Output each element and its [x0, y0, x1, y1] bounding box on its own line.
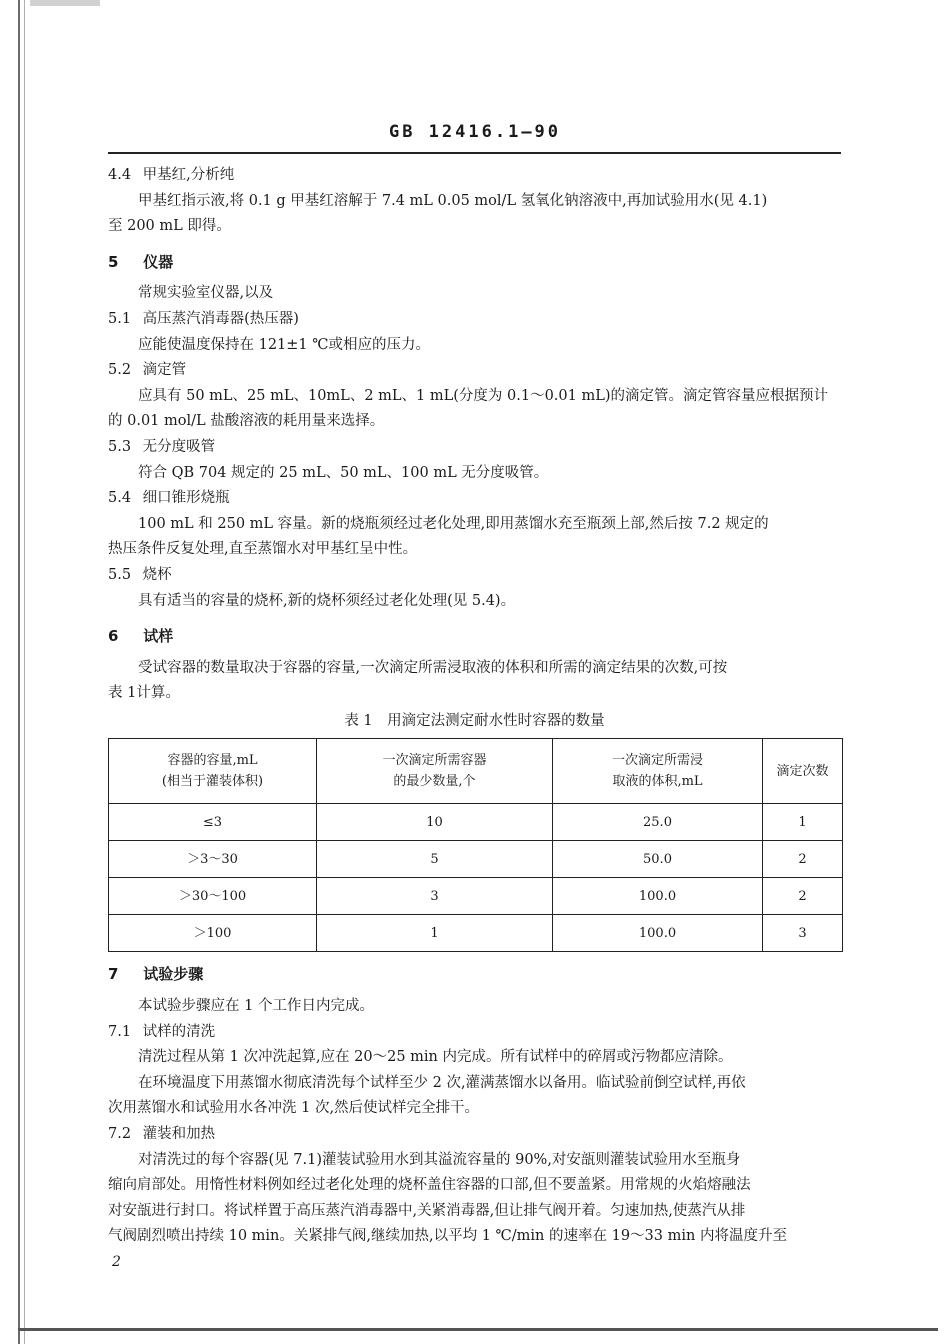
- paragraph-line: 对安瓿进行封口。将试样置于高压蒸汽消毒器中,关紧消毒器,但让排气阀开着。匀速加热,使蒸汽从排: [108, 1202, 746, 1219]
- section-title: 烧杯: [142, 566, 172, 583]
- table-row: [109, 841, 843, 878]
- table-caption: 表 1 用滴定法测定耐水性时容器的数量: [344, 712, 605, 729]
- header-capacity: [109, 739, 317, 804]
- paragraph-line: 缩向肩部处。用惰性材料例如经过老化处理的烧杯盖住容器的口部,但不要盖紧。用常规的火焰熔融法: [108, 1177, 751, 1194]
- container-quantity-table: [108, 738, 843, 952]
- table-row: [109, 878, 843, 915]
- section-title: 滴定管: [142, 362, 187, 379]
- table-cell: 100.0: [553, 915, 763, 952]
- section-5-2-heading: [108, 358, 841, 384]
- table-cell: ≤3: [109, 804, 317, 841]
- section-title: 高压蒸汽消毒器(热压器): [142, 310, 299, 327]
- section-4-4-heading: [108, 163, 841, 189]
- paragraph-line: 气阀剧烈喷出持续 10 min。关紧排气阀,继续加热,以平均 1 ℃/min 的速率在 19～33 min 内将温度升至: [108, 1228, 787, 1245]
- section-title: 试验步骤: [143, 965, 204, 984]
- page-number: 2: [112, 1254, 121, 1270]
- paragraph-line: 在环境温度下用蒸馏水彻底清洗每个试样至少 2 次,灌满蒸馏水以备用。临试验前倒空试样,再依: [138, 1074, 746, 1091]
- paragraph-line: 常规实验室仪器,以及: [138, 285, 274, 302]
- table-cell: 1: [317, 915, 553, 952]
- section-5-1-heading: [108, 307, 841, 333]
- paragraph-line: 应能使温度保持在 121±1 ℃或相应的压力。: [138, 336, 430, 353]
- table-header-row: [109, 739, 843, 804]
- section-number: 7.2: [108, 1126, 132, 1143]
- header-text: (相当于灌装体积): [161, 774, 264, 790]
- section-number: 5.1: [108, 310, 132, 327]
- header-rule: [108, 152, 841, 154]
- header-titrations: [763, 739, 843, 804]
- header-text: 一次滴定所需浸: [611, 753, 703, 769]
- header-text: 容器的容量,mL: [167, 753, 258, 769]
- table-cell: 3: [763, 915, 843, 952]
- header-text: 的最少数量,个: [393, 774, 476, 790]
- section-5-5-heading: [108, 563, 841, 589]
- section-title: 灌装和加热: [142, 1126, 216, 1143]
- table-cell: 10: [317, 804, 553, 841]
- table-cell: 5: [317, 841, 553, 878]
- scan-edge-left-inner: [24, 0, 25, 1344]
- section-title: 仪器: [143, 252, 174, 271]
- section-5-heading: [108, 250, 841, 276]
- section-7-1-heading: [108, 1020, 841, 1046]
- paragraph-line: 甲基红指示液,将 0.1 g 甲基红溶解于 7.4 mL 0.05 mol/L 氢氧化钠溶液中,再加试验用水(见 4.1): [138, 192, 768, 209]
- header-min-count: [317, 739, 553, 804]
- table-cell: 100.0: [553, 878, 763, 915]
- header-text: 一次滴定所需容器: [382, 753, 487, 769]
- section-5-3-heading: [108, 435, 841, 461]
- paragraph-line: 对清洗过的每个容器(见 7.1)灌装试验用水到其溢流容量的 90%,对安瓿则灌装试验用水至瓶身: [138, 1151, 741, 1168]
- paragraph-line: 的 0.01 mol/L 盐酸溶液的耗用量来选择。: [108, 413, 385, 430]
- scan-edge-left: [18, 0, 20, 1344]
- section-number: 5.4: [108, 490, 132, 507]
- paragraph-line: 100 mL 和 250 mL 容量。新的烧瓶须经过老化处理,即用蒸馏水充至瓶颈上部,然后按 7.2 规定的: [138, 515, 769, 532]
- scan-mark-top: [30, 0, 100, 6]
- paragraph-line: 本试验步骤应在 1 个工作日内完成。: [138, 998, 374, 1015]
- paragraph-line: 至 200 mL 即得。: [108, 218, 231, 235]
- section-number: 5.5: [108, 566, 132, 583]
- table-cell: 2: [763, 878, 843, 915]
- section-title: 试样的清洗: [142, 1023, 216, 1040]
- header-text: 取液的体积,mL: [612, 774, 703, 790]
- table-cell: 25.0: [553, 804, 763, 841]
- section-number: 6: [108, 627, 119, 646]
- table-cell: ＞30～100: [109, 878, 317, 915]
- paragraph-line: 表 1计算。: [108, 685, 180, 702]
- section-number: 7: [108, 965, 119, 984]
- paragraph-line: 次用蒸馏水和试验用水各冲洗 1 次,然后使试样完全排干。: [108, 1100, 480, 1117]
- section-number: 5: [108, 252, 119, 271]
- section-title: 甲基红,分析纯: [142, 167, 235, 183]
- section-number: 7.1: [108, 1023, 132, 1040]
- table-cell: 50.0: [553, 841, 763, 878]
- section-6-heading: [108, 624, 841, 650]
- table-cell: ＞3～30: [109, 841, 317, 878]
- paragraph-line: 符合 QB 704 规定的 25 mL、50 mL、100 mL 无分度吸管。: [138, 464, 549, 481]
- header-text: 滴定次数: [776, 763, 829, 779]
- section-7-2-heading: [108, 1122, 841, 1148]
- section-number: 4.4: [108, 167, 132, 183]
- standard-code-header: GB 12416.1—90: [388, 122, 562, 142]
- scan-edge-bottom: [18, 1328, 938, 1331]
- paragraph-line: 受试容器的数量取决于容器的容量,一次滴定所需浸取液的体积和所需的滴定结果的次数,可按: [138, 659, 728, 676]
- section-number: 5.3: [108, 438, 132, 455]
- paragraph-line: 具有适当的容量的烧杯,新的烧杯须经过老化处理(见 5.4)。: [138, 592, 516, 609]
- paragraph-line: 应具有 50 mL、25 mL、10mL、2 mL、1 mL(分度为 0.1～0.01 mL)的滴定管。滴定管容量应根据预计: [138, 387, 828, 404]
- document-body: [108, 163, 841, 1250]
- section-7-heading: [108, 962, 841, 988]
- table-cell: ＞100: [109, 915, 317, 952]
- table-row: [109, 915, 843, 952]
- paragraph-line: 热压条件反复处理,直至蒸馏水对甲基红呈中性。: [108, 541, 418, 558]
- paragraph-line: 清洗过程从第 1 次冲洗起算,应在 20～25 min 内完成。所有试样中的碎屑或污物都应清除。: [138, 1049, 733, 1066]
- section-title: 无分度吸管: [142, 438, 216, 455]
- section-title: 试样: [143, 627, 174, 646]
- section-title: 细口锥形烧瓶: [142, 490, 230, 507]
- header-volume: [553, 739, 763, 804]
- table-row: [109, 804, 843, 841]
- section-number: 5.2: [108, 362, 132, 379]
- table-cell: 1: [763, 804, 843, 841]
- table-cell: 3: [317, 878, 553, 915]
- table-cell: 2: [763, 841, 843, 878]
- section-5-4-heading: [108, 486, 841, 512]
